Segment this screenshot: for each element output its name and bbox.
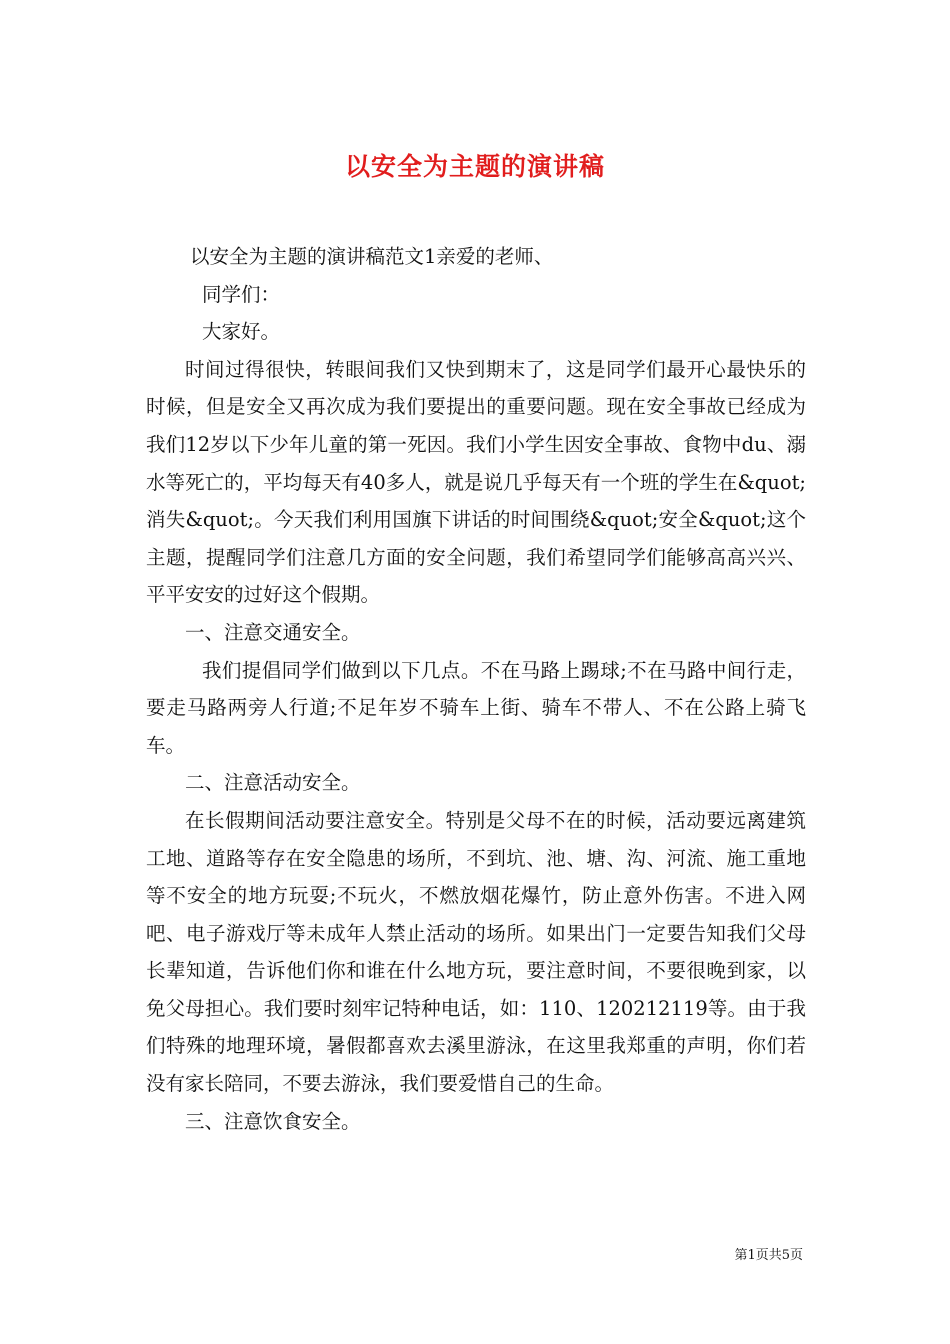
paragraph-greeting: 大家好。 [202, 320, 281, 344]
paragraph-traffic: 我们提倡同学们做到以下几点。不在马路上踢球;不在马路中间行走，要走马路两旁人行道;不足年岁不骑车上街、骑车不带人、不在公路上骑飞车。 [146, 658, 806, 757]
paragraph-activity: 在长假期间活动要注意安全。特别是父母不在的时候，活动要远离建筑工地、道路等存在安全隐患的场所，不到坑、池、塘、沟、河流、施工重地等不安全的地方玩耍;不玩火，不燃放烟花爆竹，防止意外伤害。不进入网吧、电子游戏厅等未成年人禁止活动的场所。如果出门一定要告知我们父母长辈知道，告诉他们你和谁在什么地方玩，要注意时间，不要很晚到家，以免父母担心。我们要时刻牢记特种电话，如：110、120212119等。由于我们特殊的地理环境，暑假都喜欢去溪里游泳，在这里我郑重的声明，你们若没有家长陪同，不要去游泳，我们要爱惜自己的生命。 [146, 808, 806, 1096]
paragraph-intro: 以安全为主题的演讲稿范文1亲爱的老师、 [190, 245, 554, 268]
paragraph-salutation: 同学们： [202, 282, 281, 306]
section-heading-activity: 二、注意活动安全。 [185, 771, 361, 795]
page-title: 以安全为主题的演讲稿 [344, 151, 605, 181]
document-body [146, 238, 806, 1140]
page-number: 第1页共5页 [734, 1248, 803, 1263]
section-heading-traffic: 一、注意交通安全。 [185, 620, 361, 644]
paragraph-opening: 时间过得很快，转眼间我们又快到期末了，这是同学们最开心最快乐的时候，但是安全又再次成为我们要提出的重要问题。现在安全事故已经成为我们12岁以下少年儿童的第一死因。我们小学生因安全事故、食物中du、溺水等死亡的，平均每天有40多人，就是说几乎每天有一个班的学生在&quot;消失&quot;。今天我们利用国旗下讲话的时间围绕&quot;安全&quot;这个主题，提醒同学们注意几方面的安全问题，我们希望同学们能够高高兴兴、平平安安的过好这个假期。 [146, 357, 806, 607]
section-heading-food: 三、注意饮食安全。 [185, 1109, 361, 1133]
